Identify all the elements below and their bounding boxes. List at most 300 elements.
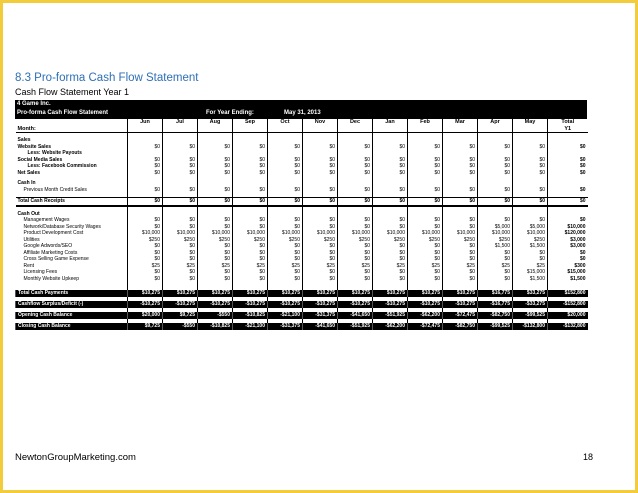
value-cell: $0 <box>128 217 163 224</box>
value-cell: $0 <box>128 243 163 250</box>
value-cell: $10,000 <box>478 230 513 237</box>
table-row <box>16 301 588 308</box>
company-name: 4 Game Inc. <box>17 101 51 107</box>
value-cell: $10,275 <box>233 290 268 297</box>
value-cell: $0 <box>303 256 338 263</box>
value-cell: $250 <box>163 237 198 244</box>
row-label: Rent <box>23 262 35 269</box>
value-cell: $0 <box>373 256 408 263</box>
value-cell: -$99,525 <box>478 323 513 330</box>
month-header: Jul <box>163 119 198 126</box>
cash-flow-sheet <box>15 100 587 330</box>
value-cell: $0 <box>198 163 233 170</box>
value-cell: $0 <box>373 198 408 206</box>
month-header: May <box>513 119 548 126</box>
value-cell: $0 <box>338 250 373 257</box>
total-cell: $1,500 <box>548 276 588 283</box>
value-cell: $5,000 <box>513 224 548 231</box>
y1-label: Y1 <box>548 126 588 133</box>
month-header: Apr <box>478 119 513 126</box>
value-cell: $0 <box>338 269 373 276</box>
value-cell: $0 <box>268 243 303 250</box>
value-cell: $0 <box>303 243 338 250</box>
value-cell: $10,275 <box>268 290 303 297</box>
value-cell: $0 <box>268 187 303 194</box>
value-cell: $0 <box>233 163 268 170</box>
value-cell: $0 <box>338 256 373 263</box>
value-cell: $0 <box>478 256 513 263</box>
value-cell: -$10,825 <box>233 312 268 319</box>
for-year-label: For Year Ending: <box>206 110 254 116</box>
value-cell: $0 <box>268 256 303 263</box>
value-cell: $20,000 <box>128 312 163 319</box>
value-cell: $0 <box>128 256 163 263</box>
value-cell: $10,000 <box>373 230 408 237</box>
value-cell: $0 <box>513 187 548 194</box>
value-cell: $250 <box>478 237 513 244</box>
value-cell: $0 <box>513 256 548 263</box>
value-cell: $0 <box>233 217 268 224</box>
value-cell: $25 <box>443 263 478 270</box>
value-cell: $0 <box>478 157 513 164</box>
value-cell: $0 <box>513 157 548 164</box>
value-cell: $0 <box>373 217 408 224</box>
row-label: Total Cash Payments <box>16 290 128 297</box>
value-cell: $0 <box>163 250 198 257</box>
value-cell: $0 <box>338 187 373 194</box>
value-cell: $0 <box>303 144 338 151</box>
value-cell: $0 <box>198 256 233 263</box>
row-label: Cash In <box>17 180 36 186</box>
value-cell: $0 <box>478 250 513 257</box>
value-cell: $0 <box>373 144 408 151</box>
value-cell: $0 <box>268 250 303 257</box>
total-cell: $10,000 <box>548 224 588 231</box>
month-header: Jan <box>373 119 408 126</box>
value-cell: $0 <box>198 217 233 224</box>
month-header: Aug <box>198 119 233 126</box>
value-cell: -$132,800 <box>513 323 548 330</box>
table-row <box>16 323 588 330</box>
total-header: Total <box>548 119 588 126</box>
row-label: Management Wages <box>23 217 70 223</box>
value-cell: $0 <box>373 224 408 231</box>
value-cell: $0 <box>268 269 303 276</box>
value-cell: $0 <box>478 187 513 194</box>
value-cell: $0 <box>163 187 198 194</box>
value-cell: $0 <box>513 170 548 177</box>
value-cell: $0 <box>408 163 443 170</box>
value-cell: $0 <box>268 163 303 170</box>
total-cell: $0 <box>548 198 588 206</box>
value-cell: -$41,650 <box>338 312 373 319</box>
value-cell: -$10,275 <box>338 301 373 308</box>
value-cell: $0 <box>233 269 268 276</box>
value-cell: $0 <box>198 170 233 177</box>
value-cell: $0 <box>163 157 198 164</box>
row-label: Less: Website Payouts <box>27 150 82 156</box>
value-cell: -$51,925 <box>373 312 408 319</box>
total-cell: $0 <box>548 256 588 263</box>
value-cell: $0 <box>233 250 268 257</box>
row-label: Sales <box>17 137 31 143</box>
value-cell: $25 <box>198 263 233 270</box>
value-cell: $10,275 <box>163 290 198 297</box>
value-cell: $250 <box>513 237 548 244</box>
value-cell: -$10,825 <box>198 323 233 330</box>
value-cell: $0 <box>513 163 548 170</box>
value-cell: $9,725 <box>128 323 163 330</box>
value-cell: -$21,100 <box>268 312 303 319</box>
value-cell: $0 <box>268 157 303 164</box>
value-cell: $0 <box>443 243 478 250</box>
value-cell: $250 <box>268 237 303 244</box>
cash-flow-table <box>15 119 588 330</box>
month-header: Oct <box>268 119 303 126</box>
value-cell: $250 <box>373 237 408 244</box>
value-cell: $0 <box>443 187 478 194</box>
value-cell: $0 <box>338 224 373 231</box>
value-cell: $0 <box>373 157 408 164</box>
value-cell: $0 <box>408 144 443 151</box>
value-cell: $250 <box>198 237 233 244</box>
value-cell: $0 <box>443 217 478 224</box>
value-cell: -$33,275 <box>513 301 548 308</box>
value-cell: $25 <box>478 263 513 270</box>
value-cell: $25 <box>163 263 198 270</box>
value-cell: $0 <box>338 170 373 177</box>
value-cell: $0 <box>373 243 408 250</box>
value-cell: $0 <box>478 269 513 276</box>
value-cell: -$10,275 <box>303 301 338 308</box>
value-cell: $0 <box>233 170 268 177</box>
row-label: Network/Database Security Wages <box>23 223 101 230</box>
total-cell: $0 <box>548 144 588 151</box>
value-cell: $0 <box>408 256 443 263</box>
value-cell: -$10,275 <box>443 301 478 308</box>
value-cell: -$62,200 <box>408 312 443 319</box>
row-label: Licensing Fees <box>23 269 58 275</box>
value-cell: -$72,475 <box>443 312 478 319</box>
value-cell: $0 <box>303 163 338 170</box>
value-cell: -$62,200 <box>373 323 408 330</box>
value-cell: $250 <box>303 237 338 244</box>
value-cell: $0 <box>408 243 443 250</box>
value-cell: $0 <box>233 276 268 283</box>
value-cell: $0 <box>338 157 373 164</box>
value-cell: $0 <box>163 144 198 151</box>
value-cell: $25 <box>408 263 443 270</box>
month-label: Month: <box>16 126 128 133</box>
table-row <box>16 198 588 206</box>
month-header: Dec <box>338 119 373 126</box>
total-cell: $120,000 <box>548 230 588 237</box>
value-cell: $10,275 <box>303 290 338 297</box>
value-cell: $250 <box>408 237 443 244</box>
value-cell: -$10,275 <box>128 301 163 308</box>
value-cell: $10,000 <box>268 230 303 237</box>
row-label: Website Sales <box>17 143 52 150</box>
value-cell: -$16,775 <box>478 301 513 308</box>
value-cell: $25 <box>338 263 373 270</box>
value-cell: $0 <box>478 163 513 170</box>
statement-subheading: Cash Flow Statement Year 1 <box>15 87 130 97</box>
value-cell: $0 <box>443 269 478 276</box>
value-cell: $25 <box>373 263 408 270</box>
value-cell: $16,775 <box>478 290 513 297</box>
value-cell: $1,500 <box>478 243 513 250</box>
value-cell: $0 <box>408 217 443 224</box>
value-cell: -$31,375 <box>303 312 338 319</box>
value-cell: $0 <box>128 157 163 164</box>
value-cell: $10,000 <box>408 230 443 237</box>
value-cell: $0 <box>198 198 233 206</box>
for-year-value: May 31, 2013 <box>284 110 321 116</box>
value-cell: $0 <box>373 250 408 257</box>
value-cell: -$10,275 <box>268 301 303 308</box>
value-cell: $0 <box>128 269 163 276</box>
total-cell: $20,000 <box>548 312 588 319</box>
value-cell: $0 <box>303 198 338 206</box>
footer-website: NewtonGroupMarketing.com <box>15 452 136 463</box>
value-cell: $0 <box>128 163 163 170</box>
value-cell: $0 <box>198 250 233 257</box>
value-cell: $15,000 <box>513 269 548 276</box>
value-cell: $0 <box>128 170 163 177</box>
table-row <box>16 312 588 319</box>
value-cell: $0 <box>303 217 338 224</box>
value-cell: -$72,475 <box>408 323 443 330</box>
value-cell: $0 <box>128 250 163 257</box>
value-cell: $10,000 <box>303 230 338 237</box>
value-cell: $9,725 <box>163 312 198 319</box>
value-cell: -$550 <box>198 312 233 319</box>
value-cell: $0 <box>478 198 513 206</box>
row-label: Closing Cash Balance <box>16 323 128 330</box>
value-cell: $10,275 <box>338 290 373 297</box>
row-label: Less: Facebook Commission <box>27 163 97 169</box>
value-cell: $0 <box>513 217 548 224</box>
value-cell: $25 <box>303 263 338 270</box>
value-cell: $0 <box>268 198 303 206</box>
value-cell: $250 <box>338 237 373 244</box>
value-cell: $0 <box>233 187 268 194</box>
value-cell: -$31,375 <box>268 323 303 330</box>
value-cell: $0 <box>268 144 303 151</box>
value-cell: $0 <box>233 243 268 250</box>
value-cell: $25 <box>128 263 163 270</box>
value-cell: $0 <box>268 276 303 283</box>
month-header: Mar <box>443 119 478 126</box>
value-cell: $0 <box>408 224 443 231</box>
total-cell: -$152,800 <box>548 301 588 308</box>
value-cell: $0 <box>443 224 478 231</box>
value-cell: -$550 <box>163 323 198 330</box>
value-cell: $0 <box>373 163 408 170</box>
value-cell: $0 <box>338 276 373 283</box>
value-cell: $0 <box>303 157 338 164</box>
value-cell: $0 <box>373 170 408 177</box>
value-cell: $0 <box>198 187 233 194</box>
value-cell: $0 <box>198 269 233 276</box>
value-cell: $0 <box>128 187 163 194</box>
value-cell: $10,000 <box>198 230 233 237</box>
value-cell: $250 <box>128 237 163 244</box>
value-cell: -$10,275 <box>198 301 233 308</box>
value-cell: $0 <box>233 157 268 164</box>
value-cell: -$10,275 <box>233 301 268 308</box>
value-cell: $0 <box>268 170 303 177</box>
value-cell: $0 <box>268 224 303 231</box>
value-cell: $0 <box>163 163 198 170</box>
value-cell: $0 <box>443 198 478 206</box>
value-cell: $0 <box>373 276 408 283</box>
value-cell: $0 <box>443 157 478 164</box>
value-cell: $0 <box>268 217 303 224</box>
value-cell: $10,000 <box>128 230 163 237</box>
value-cell: $0 <box>163 217 198 224</box>
value-cell: $0 <box>163 243 198 250</box>
value-cell: $0 <box>163 269 198 276</box>
value-cell: $5,000 <box>478 224 513 231</box>
value-cell: $0 <box>198 276 233 283</box>
row-label: Utilities <box>23 236 40 243</box>
value-cell: $10,000 <box>233 230 268 237</box>
value-cell: $10,000 <box>513 230 548 237</box>
value-cell: $0 <box>408 198 443 206</box>
value-cell: -$51,925 <box>338 323 373 330</box>
month-label-row <box>16 126 588 133</box>
total-cell: $152,800 <box>548 290 588 297</box>
value-cell: $0 <box>408 187 443 194</box>
value-cell: $0 <box>198 224 233 231</box>
value-cell: $0 <box>443 170 478 177</box>
month-header: Feb <box>408 119 443 126</box>
total-cell: $3,000 <box>548 243 588 250</box>
total-cell: $300 <box>548 263 588 270</box>
value-cell: $0 <box>373 187 408 194</box>
value-cell: $250 <box>443 237 478 244</box>
value-cell: $250 <box>233 237 268 244</box>
value-cell: $10,000 <box>338 230 373 237</box>
value-cell: $0 <box>303 170 338 177</box>
total-cell: $0 <box>548 157 588 164</box>
value-cell: $0 <box>163 256 198 263</box>
value-cell: $0 <box>303 187 338 194</box>
value-cell: $0 <box>198 144 233 151</box>
row-label: Cashflow Surplus/Deficit (-) <box>16 301 128 308</box>
month-header: Jun <box>128 119 163 126</box>
value-cell: $25 <box>233 263 268 270</box>
value-cell: -$82,750 <box>478 312 513 319</box>
row-label: Affiliate Marketing Costs <box>23 249 78 256</box>
value-cell: $0 <box>478 144 513 151</box>
value-cell: $0 <box>373 269 408 276</box>
value-cell: $0 <box>478 170 513 177</box>
value-cell: $10,275 <box>198 290 233 297</box>
sheet-header-block <box>15 100 587 119</box>
value-cell: $25 <box>268 263 303 270</box>
total-cell: $0 <box>548 217 588 224</box>
value-cell: $25 <box>513 263 548 270</box>
table-row <box>16 290 588 297</box>
value-cell: $0 <box>303 250 338 257</box>
value-cell: $10,275 <box>373 290 408 297</box>
value-cell: $33,275 <box>513 290 548 297</box>
value-cell: $0 <box>163 198 198 206</box>
value-cell: $0 <box>513 144 548 151</box>
value-cell: -$10,275 <box>373 301 408 308</box>
value-cell: $0 <box>303 269 338 276</box>
total-cell: $0 <box>548 170 588 177</box>
page-number: 18 <box>583 452 594 462</box>
total-cell: $3,000 <box>548 237 588 244</box>
row-label: Total Cash Receipts <box>16 198 128 206</box>
month-header: Nov <box>303 119 338 126</box>
value-cell: $0 <box>198 157 233 164</box>
value-cell: $0 <box>163 170 198 177</box>
value-cell: $0 <box>443 250 478 257</box>
value-cell: $0 <box>513 250 548 257</box>
value-cell: $0 <box>408 250 443 257</box>
value-cell: $0 <box>128 276 163 283</box>
value-cell: -$10,275 <box>163 301 198 308</box>
value-cell: -$41,650 <box>303 323 338 330</box>
value-cell: $0 <box>443 144 478 151</box>
value-cell: -$10,275 <box>408 301 443 308</box>
total-cell: $15,000 <box>548 269 588 276</box>
section-heading: 8.3 Pro-forma Cash Flow Statement <box>15 72 199 84</box>
value-cell: $10,275 <box>408 290 443 297</box>
value-cell: $0 <box>338 144 373 151</box>
value-cell: $0 <box>198 243 233 250</box>
value-cell: $0 <box>443 163 478 170</box>
row-label: Opening Cash Balance <box>16 312 128 319</box>
value-cell: $0 <box>128 144 163 151</box>
value-cell: $0 <box>408 269 443 276</box>
value-cell: $0 <box>303 224 338 231</box>
value-cell: $0 <box>233 144 268 151</box>
statement-title: Pro-forma Cash Flow Statement <box>17 110 109 116</box>
row-label: Previous Month Credit Sales <box>23 186 87 193</box>
value-cell: $10,275 <box>443 290 478 297</box>
row-label: Cross Selling Game Expense <box>23 256 89 262</box>
value-cell: $0 <box>408 170 443 177</box>
value-cell: $0 <box>163 224 198 231</box>
value-cell: -$82,750 <box>443 323 478 330</box>
value-cell: $0 <box>338 243 373 250</box>
value-cell: $0 <box>408 276 443 283</box>
value-cell: $0 <box>338 217 373 224</box>
value-cell: $0 <box>163 276 198 283</box>
value-cell: $10,000 <box>163 230 198 237</box>
total-cell: $0 <box>548 250 588 257</box>
value-cell: $0 <box>303 276 338 283</box>
row-label: Monthly Website Upkeep <box>23 275 79 282</box>
row-label: Google Adwords/SEO <box>23 243 73 249</box>
row-label: Product Development Cost <box>23 230 84 236</box>
value-cell: $0 <box>478 217 513 224</box>
value-cell: $0 <box>478 276 513 283</box>
row-label: Social Media Sales <box>17 156 63 163</box>
value-cell: $1,500 <box>513 243 548 250</box>
value-cell: $0 <box>128 198 163 206</box>
total-cell: -$132,800 <box>548 323 588 330</box>
total-cell: $0 <box>548 163 588 170</box>
value-cell: $0 <box>443 276 478 283</box>
value-cell: $10,275 <box>128 290 163 297</box>
value-cell: $0 <box>338 163 373 170</box>
